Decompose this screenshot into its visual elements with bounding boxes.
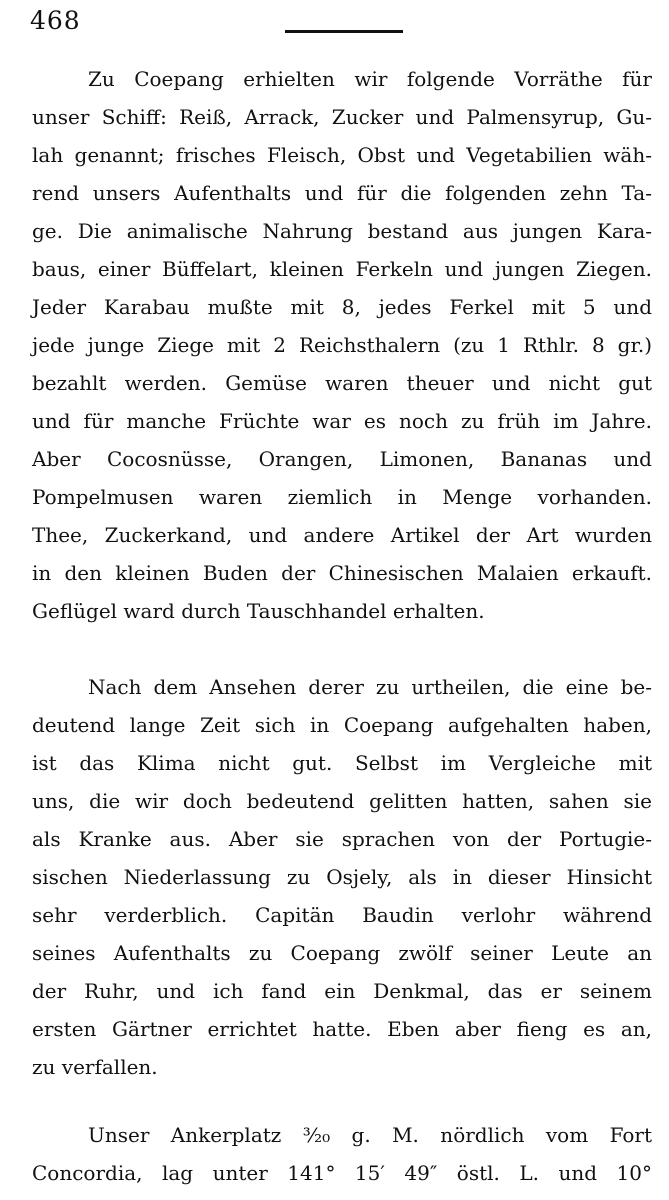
- text-line: Aber Cocosnüsse, Orangen, Limonen, Bananas und: [32, 447, 652, 471]
- text-line: Geflügel ward durch Tauschhandel erhalten.: [32, 599, 485, 623]
- text-line: Jeder Karabau mußte mit 8, jedes Ferkel mit 5 und: [32, 295, 652, 319]
- text-line: ist das Klima nicht gut. Selbst im Vergleiche mit: [32, 751, 652, 775]
- text-line: Thee, Zuckerkand, und andere Artikel der Art wurden: [32, 523, 652, 547]
- paragraph: [32, 60, 652, 630]
- text-line: lah genannt; frisches Fleisch, Obst und Vegetabilien wäh-: [32, 143, 652, 167]
- text-line: unser Schiff: Reiß, Arrack, Zucker und Palmensyrup, Gu-: [32, 105, 652, 129]
- text-line: Pompelmusen waren ziemlich in Menge vorhanden.: [32, 485, 652, 509]
- text-line: der Ruhr, und ich fand ein Denkmal, das er seinem: [32, 979, 652, 1003]
- text-line: sischen Niederlassung zu Osjely, als in dieser Hinsicht: [32, 865, 652, 889]
- paragraph: [32, 1116, 652, 1192]
- text-line: Concordia, lag unter 141° 15′ 49″ östl. L. und 10°: [32, 1161, 652, 1185]
- text-line: jede junge Ziege mit 2 Reichsthalern (zu 1 Rthlr. 8 gr.): [32, 333, 652, 357]
- text-line: bezahlt werden. Gemüse waren theuer und nicht gut: [32, 371, 652, 395]
- text-line: uns, die wir doch bedeutend gelitten hatten, sahen sie: [32, 789, 652, 813]
- text-line: seines Aufenthalts zu Coepang zwölf seiner Leute an: [32, 941, 652, 965]
- text-line: deutend lange Zeit sich in Coepang aufgehalten haben,: [32, 713, 652, 737]
- text-line: baus, einer Büffelart, kleinen Ferkeln und jungen Ziegen.: [32, 257, 652, 281]
- text-line: ersten Gärtner errichtet hatte. Eben aber fieng es an,: [32, 1017, 652, 1041]
- paragraph: [32, 668, 652, 1086]
- text-line: in den kleinen Buden der Chinesischen Malaien erkauft.: [32, 561, 652, 585]
- text-line: Nach dem Ansehen derer zu urtheilen, die eine be-: [88, 675, 652, 699]
- text-line: sehr verderblich. Capitän Baudin verlohr während: [32, 903, 652, 927]
- page-number: 468: [30, 6, 81, 35]
- text-line: rend unsers Aufenthalts und für die folgenden zehn Ta-: [32, 181, 652, 205]
- text-line: ge. Die animalische Nahrung bestand aus jungen Kara-: [32, 219, 652, 243]
- header-rule: [285, 30, 403, 33]
- text-line: als Kranke aus. Aber sie sprachen von der Portugie-: [32, 827, 652, 851]
- text-line: und für manche Früchte war es noch zu früh im Jahre.: [32, 409, 652, 433]
- text-line: Zu Coepang erhielten wir folgende Vorräthe für: [88, 67, 652, 91]
- text-line: zu verfallen.: [32, 1055, 158, 1079]
- text-line: Unser Ankerplatz ³⁄₂₀ g. M. nördlich vom Fort: [88, 1123, 652, 1147]
